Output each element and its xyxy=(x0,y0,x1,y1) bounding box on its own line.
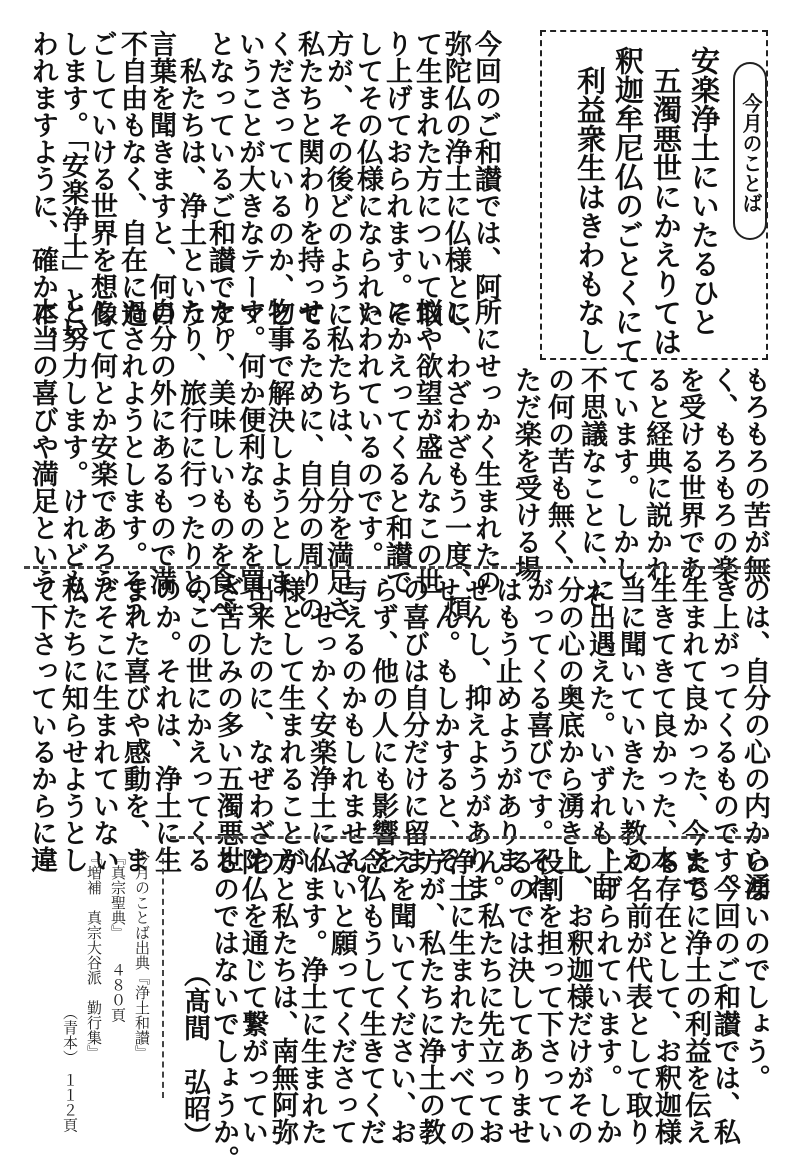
middle-col-15: と努力します。けれども、 xyxy=(57,298,88,622)
lower-col-13: らず、他の人にも影響を xyxy=(367,576,398,873)
lower-col-4: 生きてきて良かった、本 xyxy=(646,576,677,873)
middle-col-4: にかえってくると和讃で xyxy=(381,298,412,595)
verse-line-1: 安楽浄土にいたるひと xyxy=(687,46,721,336)
kotoba-title: 今月のことば xyxy=(739,93,763,213)
intro-col-14: ごしていける世界を想像 xyxy=(86,30,117,327)
middle-col-2: に、わざわざもう一度、煩 xyxy=(440,298,471,622)
source-citation-2: 『真宗聖典』 ４８０頁 xyxy=(109,850,127,1023)
closing-col-19: るのではないでしょうか。 xyxy=(208,848,239,1172)
intro-col-9: いうことが大きなテーマ xyxy=(234,30,265,327)
middle-col-6: 私たちは、自分を満足さ xyxy=(322,298,353,622)
lower-col-2: き上がってくるものです。 xyxy=(708,576,739,900)
closing-col-16: います。浄土に生まれた xyxy=(296,848,327,1145)
verse-line-4: 利益衆生はきわもなし xyxy=(573,66,607,356)
closing-col-1: いないのでしょう。 xyxy=(739,848,770,1091)
closing-col-9: るのでは決してありませ xyxy=(503,848,534,1145)
lower-col-5: 当に聞いていきたい教え xyxy=(615,576,646,873)
middle-col-13: たされようとします。そう xyxy=(116,298,147,622)
middle-col-10: たり、美味しいものを食べ xyxy=(204,298,235,622)
intro-col-5: してその仏様になられた xyxy=(352,30,383,327)
intro-col-2: 弥陀仏の浄土に仏様とし xyxy=(440,30,471,327)
source-citation-3: 『増補 真宗大谷派 勤行集』 xyxy=(85,850,103,1060)
lower-col-3: 生まれて良かった、今まで xyxy=(677,576,708,900)
closing-col-6: 上げられています。しか xyxy=(591,848,622,1145)
lower-col-16: 様として生まれることが xyxy=(274,576,305,873)
closing-col-12: 方が、私たちに浄土の教 xyxy=(414,848,445,1145)
closing-col-10: ん。私たちに先立ってお xyxy=(473,848,504,1145)
body-text-col-1: もろもろの苦が無 xyxy=(739,366,770,582)
intro-col-11: 私たちは、浄土という xyxy=(175,30,206,327)
middle-col-7: せるために、自分の周りの xyxy=(293,298,324,622)
verse-line-3: 釈迦牟尼仏のごとくにて xyxy=(611,46,645,365)
lower-col-6: に出遇えた。いずれも、自 xyxy=(584,576,615,900)
lower-col-21: まれた喜びや感動を、ま xyxy=(119,576,150,873)
body-text-col-2: く、もろもろの楽 xyxy=(707,366,738,582)
intro-col-8: くださっているのか、と xyxy=(263,30,294,327)
closing-col-5: の名前が代表として取り xyxy=(621,848,652,1145)
lower-col-24: て下さっているからに違 xyxy=(26,576,57,873)
divider-bottom xyxy=(170,836,768,839)
intro-col-6: 方が、その後どのように xyxy=(322,30,353,327)
lower-col-9: はもう止めようがありま xyxy=(491,576,522,873)
verse-line-2: 五濁悪世にかえりては xyxy=(649,66,683,356)
closing-col-11: 浄土に生まれたすべての xyxy=(444,848,475,1145)
body-text-col-3: を受ける世界であ xyxy=(674,366,705,582)
lower-col-12: の喜びは自分だけに留ま xyxy=(398,576,429,873)
lower-col-11: せん。もしかすると、そ xyxy=(429,576,460,873)
closing-col-8: 役割を担って下さってい xyxy=(532,848,563,1145)
middle-col-12: 自分の外にあるもので満 xyxy=(145,298,176,595)
lower-col-23: 私たちに知らせようとし xyxy=(57,576,88,873)
intro-col-10: となっているご和讃です。 xyxy=(204,30,235,354)
lower-col-20: のか。それは、浄土に生 xyxy=(150,576,181,873)
lower-col-18: ざ苦しみの多い五濁悪世 xyxy=(212,576,243,873)
intro-col-12: 言葉を聞きますと、何の xyxy=(145,30,176,327)
divider-source xyxy=(162,848,164,1098)
closing-col-17: 方と私たちは、南無阿弥 xyxy=(267,848,298,1145)
closing-col-7: し、お釈迦様だけがその xyxy=(562,848,593,1145)
intro-col-15: します。「安楽浄土」とい xyxy=(57,30,88,341)
closing-col-2: 今回のご和讃では、私 xyxy=(709,848,740,1145)
lower-col-10: せんし、抑えようがありま xyxy=(460,576,491,900)
body-text-col-4: ると経典に説かれ xyxy=(641,366,672,582)
middle-col-5: いわれているのです。 xyxy=(352,298,383,568)
middle-col-11: たり、旅行に行ったりと、 xyxy=(175,298,206,622)
source-citation-4: （青本） １１２頁 xyxy=(61,1005,79,1133)
lower-col-7: 分の心の奥底から湧き上 xyxy=(553,576,584,873)
intro-col-3: て生まれた方について取 xyxy=(411,30,442,327)
closing-col-3: たちに浄土の利益を伝え xyxy=(680,848,711,1145)
intro-col-7: 私たちと関わりを持って xyxy=(293,30,324,327)
lower-col-19: のこの世にかえってくる xyxy=(181,576,212,873)
body-text-col-7: の何の苦も無く、 xyxy=(543,366,574,582)
source-citation-1: 今月のことば出典『浄土和讃』 xyxy=(133,850,151,1060)
lower-col-14: 与えるのかもしれません。 xyxy=(336,576,367,900)
lower-col-8: がってくる喜びです。それ xyxy=(522,576,553,900)
closing-col-4: る存在として、お釈迦様 xyxy=(650,848,681,1145)
author-name: （髙間 弘昭） xyxy=(179,960,210,1149)
closing-col-18: 陀仏を通じて繋がってい xyxy=(237,848,268,1145)
lower-col-22: だそこに生まれていない xyxy=(88,576,119,873)
intro-col-16: われますように、確かに、 xyxy=(27,30,58,354)
divider-top xyxy=(24,566,768,569)
middle-col-8: 物事で解決しようとしま xyxy=(263,298,294,595)
lower-col-17: 出来たのに、なぜわざわ xyxy=(243,576,274,873)
body-text-col-5: ています。しかし xyxy=(608,366,639,582)
closing-col-15: さいと願ってくださって xyxy=(326,848,357,1145)
lower-col-1: のは、自分の心の内から湧 xyxy=(739,576,770,900)
middle-col-16: 本当の喜びや満足という xyxy=(27,298,58,595)
intro-col-4: り上げておられます。そ xyxy=(381,30,412,327)
middle-col-9: す。何か便利なものを買っ xyxy=(234,298,265,622)
intro-col-13: 不自由もなく、自在に過 xyxy=(116,30,147,327)
body-text-col-8: ただ楽を受ける場 xyxy=(510,366,541,582)
middle-col-14: して何とか安楽であろう xyxy=(86,298,117,595)
closing-col-13: えを聞いてください、お xyxy=(385,848,416,1145)
middle-col-3: 悩や欲望が盛んなこの世 xyxy=(411,298,442,595)
closing-col-14: 念仏もうして生きてくだ xyxy=(355,848,386,1145)
intro-col-1: 今回のご和讃では、阿 xyxy=(470,30,501,300)
lower-col-15: せっかく安楽浄土に仏 xyxy=(305,576,336,873)
body-text-col-6: 不思議なことに、そ xyxy=(576,366,607,609)
middle-col-1: 所にせっかく生まれたの xyxy=(470,298,501,595)
